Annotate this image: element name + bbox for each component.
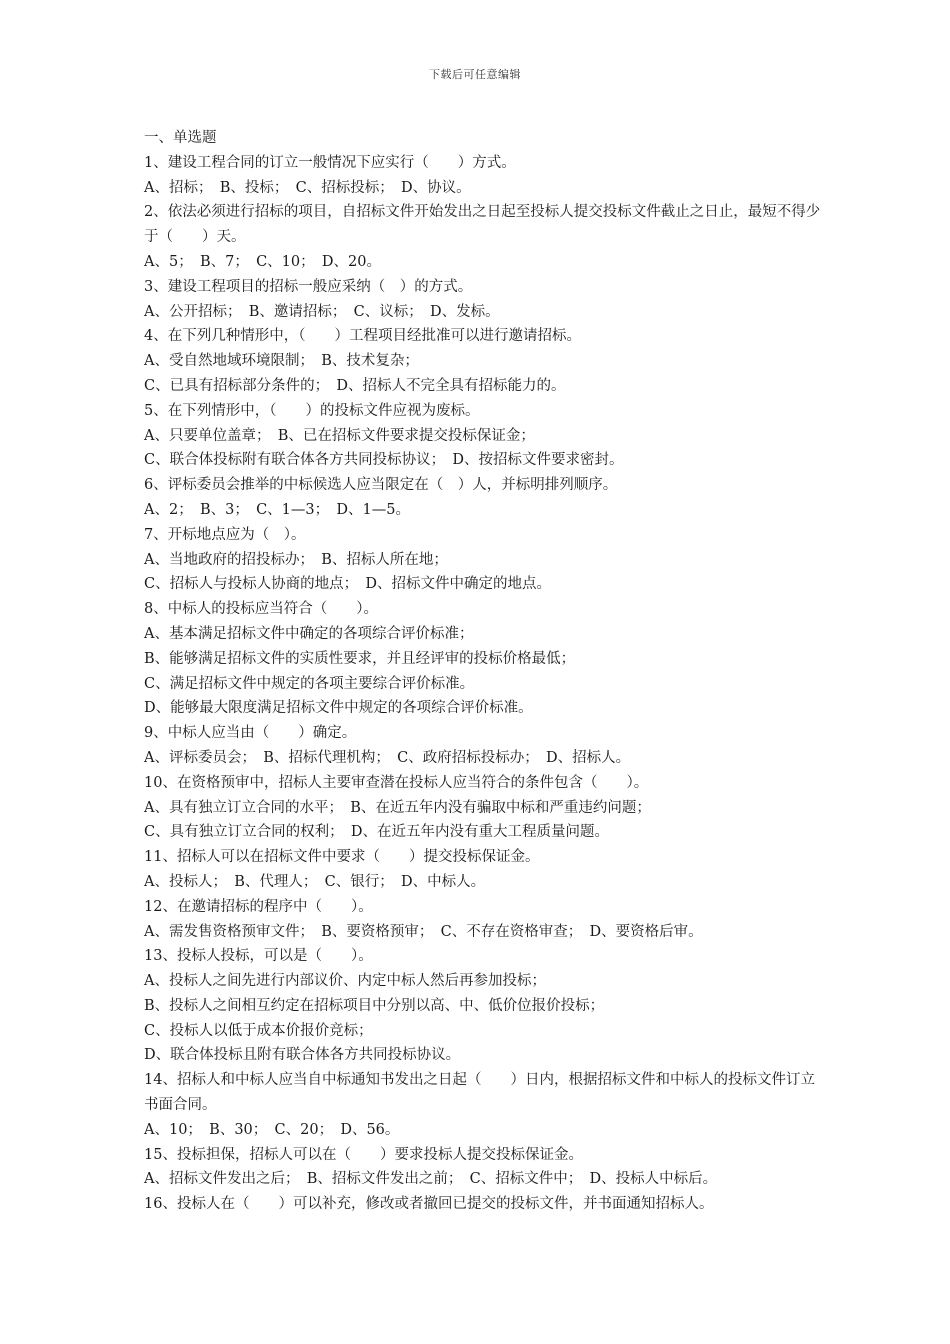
options-3: A、公开招标； B、邀请招标； C、议标； D、发标。 — [144, 303, 500, 320]
options-7-ab: A、当地政府的招投标办； B、招标人所在地； — [144, 551, 448, 568]
options-4-ab: A、受自然地域环境限制； B、技术复杂； — [144, 353, 419, 370]
document-body — [144, 126, 824, 1217]
question-15: 15、投标担保，招标人可以在（ ）要求投标人提交投标保证金。 — [144, 1146, 583, 1163]
option-8-d: D、能够最大限度满足招标文件中规定的各项综合评价标准。 — [144, 700, 533, 717]
page-header: 下载后可任意编辑 — [429, 68, 521, 81]
question-16: 16、投标人在（ ）可以补充，修改或者撤回已提交的投标文件，并书面通知招标人。 — [144, 1196, 714, 1213]
question-6: 6、评标委员会推举的中标候选人应当限定在（ ）人，并标明排列顺序。 — [144, 477, 618, 494]
question-9: 9、中标人应当由（ ）确定。 — [144, 725, 357, 742]
options-11: A、投标人； B、代理人； C、银行； D、中标人。 — [144, 873, 486, 890]
options-5-ab: A、只要单位盖章； B、已在招标文件要求提交投标保证金； — [144, 427, 535, 444]
question-1: 1、建设工程合同的订立一般情况下应实行（ ）方式。 — [144, 154, 516, 171]
question-10: 10、在资格预审中，招标人主要审查潜在投标人应当符合的条件包含（ ）。 — [144, 774, 649, 791]
options-1: A、招标； B、投标； C、招标投标； D、协议。 — [144, 179, 471, 196]
option-13-b: B、投标人之间相互约定在招标项目中分别以高、中、低价位报价投标； — [144, 997, 605, 1014]
question-7: 7、开标地点应为（ ）。 — [144, 526, 306, 543]
options-12: A、需发售资格预审文件； B、要资格预审； C、不存在资格审查； D、要资格后审。 — [144, 923, 703, 940]
options-4-cd: C、已具有招标部分条件的； D、招标人不完全具有招标能力的。 — [144, 377, 566, 394]
options-10-cd: C、具有独立订立合同的权利； D、在近五年内没有重大工程质量问题。 — [144, 824, 609, 841]
option-8-a: A、基本满足招标文件中确定的各项综合评价标准； — [144, 625, 474, 642]
option-13-c: C、投标人以低于成本价报价竞标； — [144, 1022, 373, 1039]
question-8: 8、中标人的投标应当符合（ ）。 — [144, 601, 378, 618]
options-9: A、评标委员会； B、招标代理机构； C、政府招标投标办； D、招标人。 — [144, 749, 631, 766]
options-7-cd: C、招标人与投标人协商的地点； D、招标文件中确定的地点。 — [144, 576, 551, 593]
option-13-d: D、联合体投标且附有联合体各方共同投标协议。 — [144, 1047, 461, 1064]
question-5: 5、在下列情形中，（ ）的投标文件应视为废标。 — [144, 402, 480, 419]
options-2: A、5； B、7； C、10； D、20。 — [144, 253, 381, 270]
question-14: 14、招标人和中标人应当自中标通知书发出之日起（ ）日内，根据招标文件和中标人的投标文件订立书面合同。 — [144, 1072, 815, 1114]
option-13-a: A、投标人之间先进行内部议价、内定中标人然后再参加投标； — [144, 973, 546, 990]
option-8-c: C、满足招标文件中规定的各项主要综合评价标准。 — [144, 675, 475, 692]
question-13: 13、投标人投标，可以是（ ）。 — [144, 948, 373, 965]
question-11: 11、招标人可以在招标文件中要求（ ）提交投标保证金。 — [144, 849, 540, 866]
options-10-ab: A、具有独立订立合同的水平； B、在近五年内没有骗取中标和严重违约问题； — [144, 799, 651, 816]
question-3: 3、建设工程项目的招标一般应采纳（ ）的方式。 — [144, 278, 473, 295]
section-title: 一、单选题 — [144, 130, 217, 146]
options-5-cd: C、联合体投标附有联合体各方共同投标协议； D、按招标文件要求密封。 — [144, 452, 624, 469]
question-2: 2、依法必须进行招标的项目，自招标文件开始发出之日起至投标人提交投标文件截止之日止，最短不得少于（ ）天。 — [144, 204, 821, 246]
question-4: 4、在下列几种情形中，（ ）工程项目经批准可以进行邀请招标。 — [144, 328, 581, 345]
options-6: A、2； B、3； C、1—3； D、1—5。 — [144, 501, 410, 518]
question-12: 12、在邀请招标的程序中（ ）。 — [144, 898, 373, 915]
options-15: A、招标文件发出之后； B、招标文件发出之前； C、招标文件中； D、投标人中标后。 — [144, 1171, 718, 1188]
options-14: A、10； B、30； C、20； D、56。 — [144, 1121, 400, 1138]
option-8-b: B、能够满足招标文件的实质性要求，并且经评审的投标价格最低； — [144, 650, 576, 667]
